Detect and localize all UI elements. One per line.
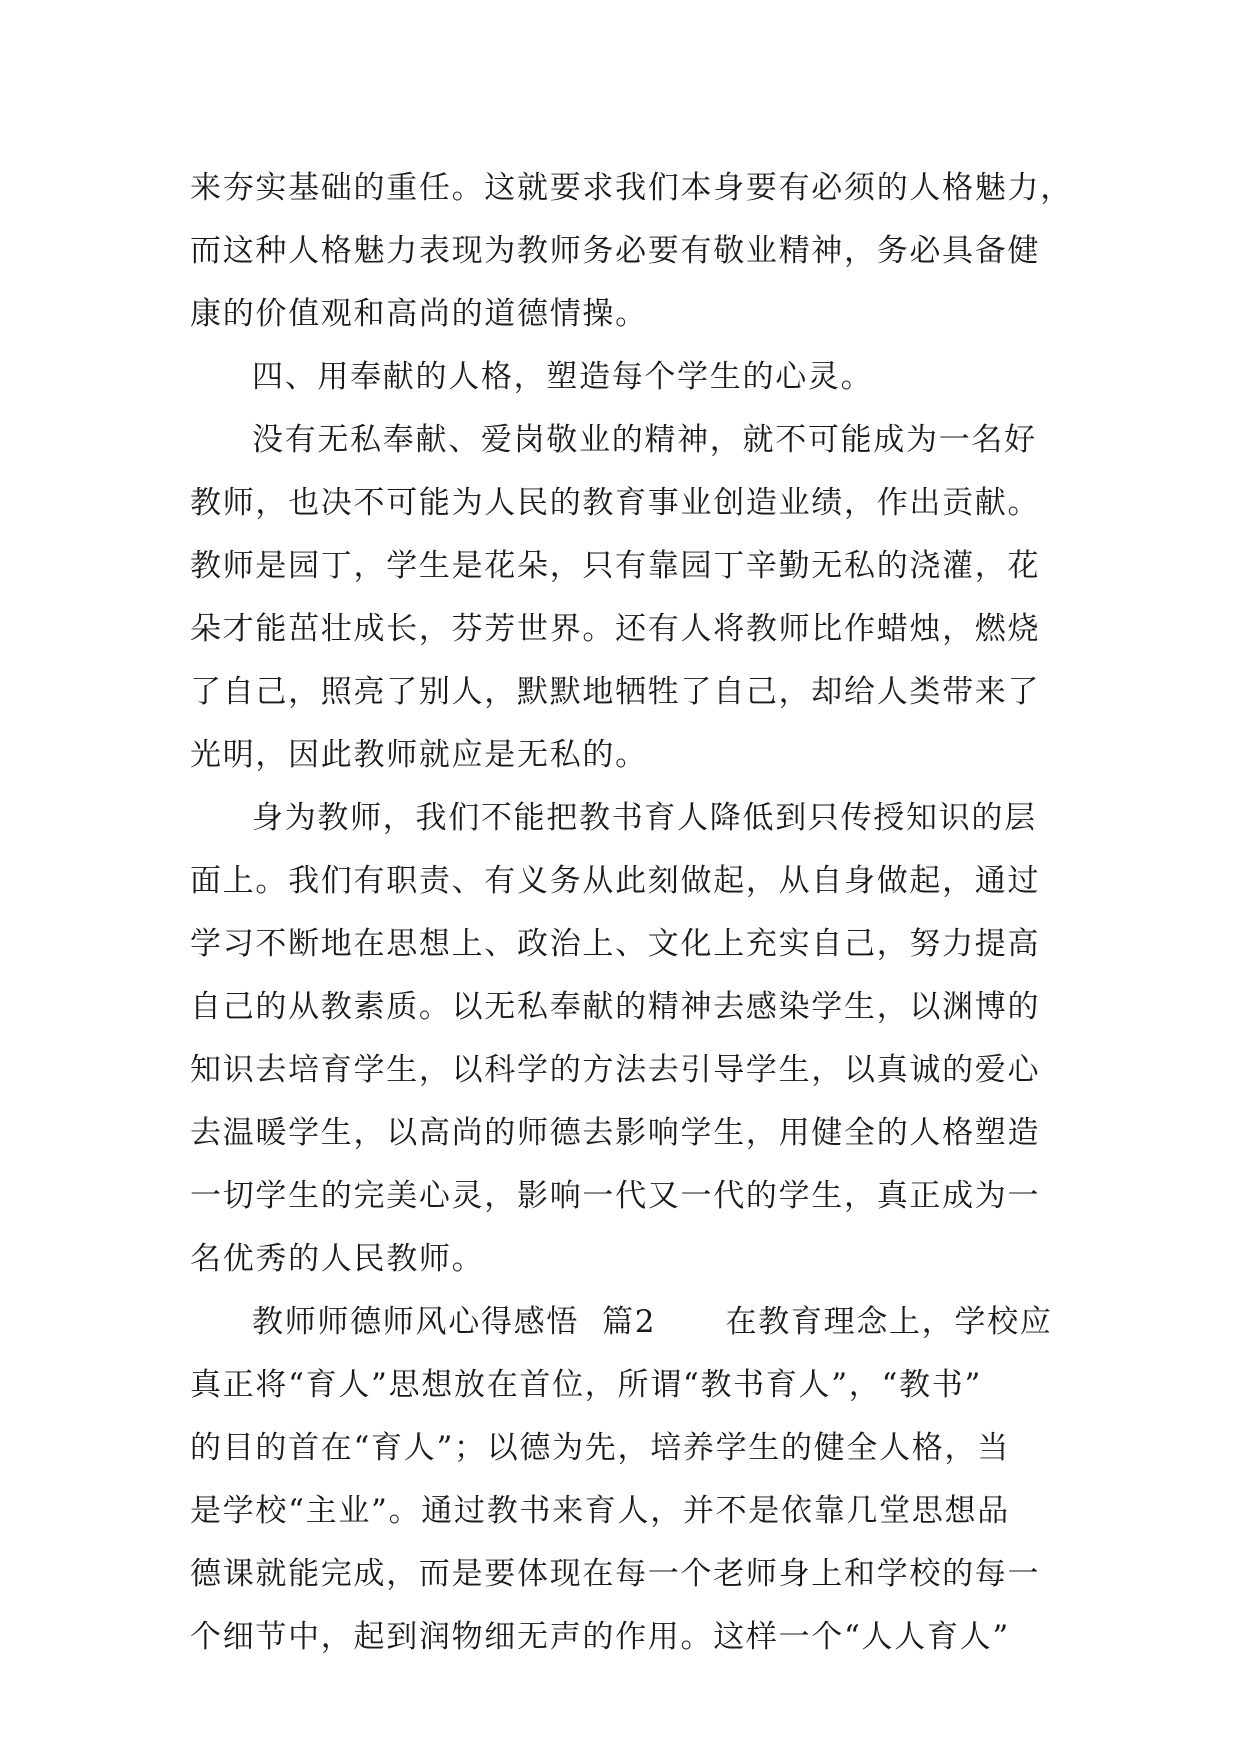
text-line: 名优秀的人民教师。 bbox=[190, 1241, 485, 1277]
article-heading-line: 教师师德师风心得感悟 篇2 在教育理念上，学校应 bbox=[252, 1304, 1053, 1340]
text-line: 光明，因此教师就应是无私的。 bbox=[190, 737, 648, 773]
text-line: 来夯实基础的重任。这就要求我们本身要有必须的人格魅力， bbox=[190, 170, 1073, 206]
text-line: 个细节中，起到润物细无声的作用。这样一个“人人育人” bbox=[190, 1619, 1010, 1655]
text-line: 一切学生的完美心灵，影响一代又一代的学生，真正成为一 bbox=[190, 1178, 1041, 1214]
text-line: 是学校“主业”。通过教书来育人，并不是依靠几堂思想品 bbox=[190, 1493, 1010, 1529]
text-line: 教师是园丁，学生是花朵，只有靠园丁辛勤无私的浇灌，花 bbox=[190, 548, 1041, 584]
text-line: 学习不断地在思想上、政治上、文化上充实自己，努力提高 bbox=[190, 926, 1041, 962]
text-line: 而这种人格魅力表现为教师务必要有敬业精神，务必具备健 bbox=[190, 233, 1041, 269]
paragraph-first-line: 身为教师，我们不能把教书育人降低到只传授知识的层 bbox=[252, 800, 1037, 836]
section-heading: 四、用奉献的人格，塑造每个学生的心灵。 bbox=[252, 359, 874, 395]
text-line: 去温暖学生，以高尚的师德去影响学生，用健全的人格塑造 bbox=[190, 1115, 1041, 1151]
text-line: 德课就能完成，而是要体现在每一个老师身上和学校的每一 bbox=[190, 1556, 1041, 1592]
paragraph-first-line: 没有无私奉献、爱岗敬业的精神，就不可能成为一名好 bbox=[252, 422, 1037, 458]
text-line: 了自己，照亮了别人，默默地牺牲了自己，却给人类带来了 bbox=[190, 674, 1041, 710]
text-line: 的目的首在“育人”；以德为先，培养学生的健全人格，当 bbox=[190, 1430, 1010, 1466]
text-line: 朵才能茁壮成长，芬芳世界。还有人将教师比作蜡烛，燃烧 bbox=[190, 611, 1041, 647]
text-line: 教师，也决不可能为人民的教育事业创造业绩，作出贡献。 bbox=[190, 485, 1041, 521]
text-line: 知识去培育学生，以科学的方法去引导学生，以真诚的爱心 bbox=[190, 1052, 1041, 1088]
text-line: 真正将“育人”思想放在首位，所谓“教书育人”，“教书” bbox=[190, 1367, 982, 1403]
text-line: 康的价值观和高尚的道德情操。 bbox=[190, 296, 648, 332]
text-line: 自己的从教素质。以无私奉献的精神去感染学生，以渊博的 bbox=[190, 989, 1041, 1025]
text-line: 面上。我们有职责、有义务从此刻做起，从自身做起，通过 bbox=[190, 863, 1041, 899]
